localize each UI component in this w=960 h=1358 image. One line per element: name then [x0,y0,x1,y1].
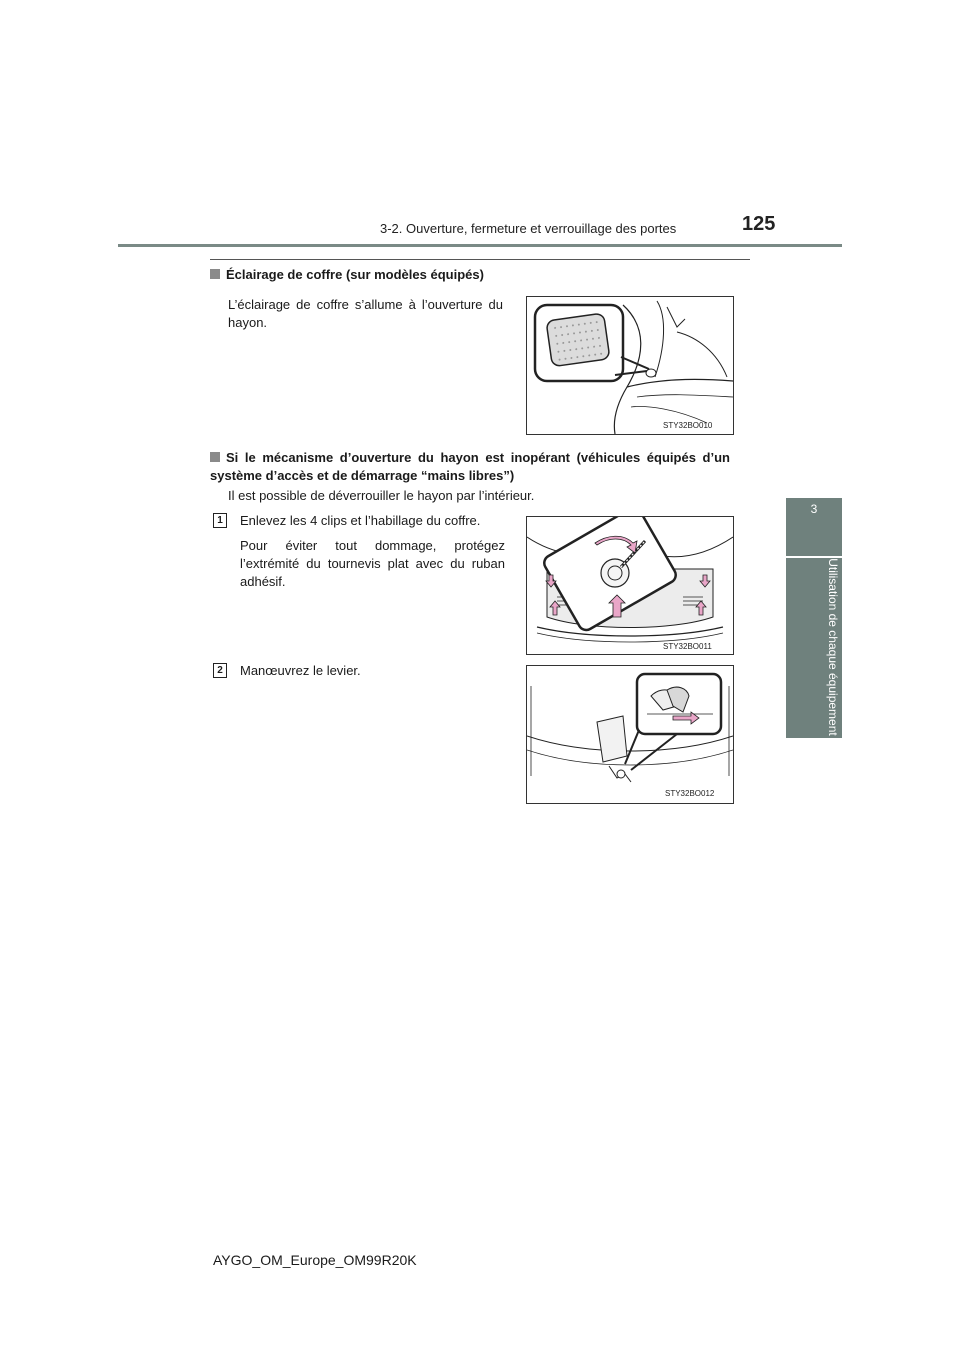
section-heading-liftgate [210,449,730,485]
square-bullet-icon [210,269,220,279]
page-number: 125 [742,213,776,235]
section-heading-text: Si le mécanisme d’ouverture du hayon est inopérant (véhicules équipés d’un système d’accès et de démarrage “mains libres”) [210,450,730,483]
step-2-text: Manœuvrez le levier. [240,663,361,678]
square-bullet-icon [210,452,220,462]
step-number-badge: 1 [213,513,227,528]
running-header: 3-2. Ouverture, fermeture et verrouillage des portes [380,221,677,236]
figure-trunk-light [526,296,734,435]
section-text-liftgate: Il est possible de déverrouiller le hayon par l’intérieur. [228,488,535,503]
step-1-note: Pour éviter tout dommage, protégez l’extrémité du tournevis plat avec du ruban adhésif. [240,538,505,589]
chapter-number: 3 [810,502,818,516]
document-id: AYGO_OM_Europe_OM99R20K [213,1252,417,1268]
section-text-trunk-light: L’éclairage de coffre s’allume à l’ouverture du hayon. [228,297,503,330]
section-heading-text: Éclairage de coffre (sur modèles équipés) [226,267,484,282]
section-top-rule [210,259,750,260]
chapter-title: Utilisation de chaque équipement [826,558,840,736]
header-rule [118,244,842,247]
figure-trunk-trim [526,516,734,655]
figure-code: STY32BO012 [665,789,715,798]
step-1-text: Enlevez les 4 clips et l’habillage du coffre. [240,513,481,528]
step-number-badge: 2 [213,663,227,678]
trunk-light-illustration [527,297,733,434]
figure-code: STY32BO010 [663,421,713,430]
figure-code: STY32BO011 [663,642,712,651]
trunk-trim-illustration [527,517,733,654]
section-heading-trunk-light [210,266,750,284]
figure-lever [526,665,734,804]
lever-illustration [527,666,733,803]
